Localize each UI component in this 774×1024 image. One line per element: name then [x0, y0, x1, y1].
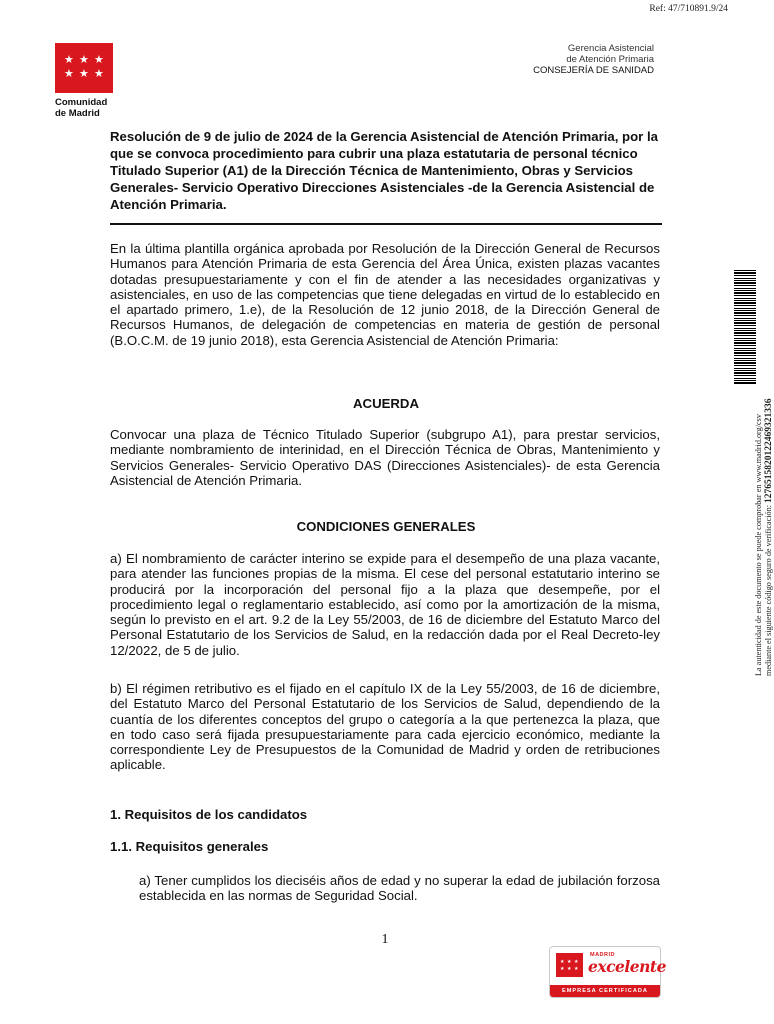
header-line-2: de Atención Primaria [566, 54, 654, 65]
condicion-b-paragraph: b) El régimen retributivo es el fijado en el capítulo IX de la Ley 55/2003, de 16 de diciembre, del Estatuto Marco del Personal Estatutario de los Servicios de Salud, dependiendo de la cuantía de los diferentes conceptos del grupo o categoría a la que pertenezca la plaza, que en todo caso será fijada presupuestariamente para cada ejercicio económico, mediante la correspondiente Ley de Presupuestos de la Comunidad de Madrid y orden de retribuciones aplicable. [110, 681, 660, 773]
logo-line-2: de Madrid [55, 107, 100, 119]
madrid-flag-icon: ★ ★ ★ ★ ★ ★ [55, 43, 113, 93]
header-line-3: CONSEJERÍA DE SANIDAD [533, 65, 654, 76]
requisito-a-paragraph: a) Tener cumplidos los dieciséis años de edad y no superar la edad de jubilación forzosa establecida en las normas de Seguridad Social. [139, 873, 660, 904]
verification-note-line-1: La autenticidad de este documento se puede comprobar en www.madrid.org/csv [754, 414, 763, 676]
madrid-excelente-certificate [549, 946, 666, 998]
condiciones-heading: CONDICIONES GENERALES [296, 519, 476, 534]
verification-note [754, 398, 774, 676]
certificate-empresa-label: EMPRESA CERTIFICADA [550, 985, 660, 997]
intro-paragraph: En la última plantilla orgánica aprobada por Resolución de la Dirección General de Recursos Humanos para Atención Primaria de esta Gerencia del Área Única, existen plazas vacantes dotadas presupuestariamente y con el fin de atender a las necesidades organizativas y asistenciales, en uso de las competencias que tiene delegadas en virtud de lo establecido en el apartado primero, 1.e), de la Resolución de 12 junio 2018, de la Dirección General de Recursos Humanos, de delegación de competencias en materia de gestión de personal (B.O.C.M. de 19 junio 2018), esta Gerencia Asistencial de Atención Primaria: [110, 241, 660, 348]
verification-barcode [734, 270, 756, 384]
comunidad-madrid-logo [55, 43, 115, 119]
section-1-heading: 1. Requisitos de los candidatos [110, 807, 308, 822]
certificate-excelente-label: excelente [588, 957, 666, 976]
header-line-1: Gerencia Asistencial [567, 43, 654, 54]
acuerda-paragraph: Convocar una plaza de Técnico Titulado Superior (subgrupo A1), para prestar servicios, mediante nombramiento de interinidad, en el Dirección Técnica de Obras, Mantenimiento y Servicios Generales- Servicio Operativo DAS (Direcciones Asistenciales)- de esta Gerencia Asistencial de Atención Primaria. [110, 427, 660, 488]
page-number: 1 [381, 932, 389, 947]
condicion-a-paragraph: a) El nombramiento de carácter interino se expide para el desempeño de una plaza vacante, para atender las funciones propias de la misma. El cese del personal estatutario interino se producirá por la incorporación del personal fijo a la plaza que desempeñe, por el procedimiento legal o reglamentario establecido, así como por la amortización de la misma, según lo previsto en el art. 9.2 de la Ley 55/2003, de 16 de diciembre del Estatuto Marco del Personal Estatutario de los Servicios de Salud, en la redacción dada por el Real Decreto-ley 12/2022, de 5 de julio. [110, 551, 660, 658]
document-title: Resolución de 9 de julio de 2024 de la Gerencia Asistencial de Atención Primaria, por la que se convoca procedimiento para cubrir una plaza estatutaria de personal técnico Titulado Superior (A1) de la Dirección Técnica de Mantenimiento, Obras y Servicios Generales- Servicio Operativo Direcciones Asistenciales -de la Gerencia Asistencial de Atención Primaria. [110, 129, 658, 212]
acuerda-heading: ACUERDA [353, 396, 419, 411]
department-header [533, 43, 654, 76]
logo-text [55, 98, 115, 119]
certificate-madrid-label: MADRID [590, 952, 615, 958]
document-reference: Ref: 47/710891.9/24 [649, 4, 728, 14]
verification-note-prefix: mediante el siguiente código seguro de verificación: [764, 502, 773, 676]
verification-note-line-2 [764, 398, 774, 676]
section-1-1-heading: 1.1. Requisitos generales [110, 839, 269, 854]
logo-line-1: Comunidad [55, 97, 108, 108]
madrid-flag-icon: ★ ★ ★ ★ ★ ★ [556, 953, 583, 977]
title-divider [110, 223, 662, 225]
verification-code: 1276515820122469321336 [764, 398, 774, 503]
